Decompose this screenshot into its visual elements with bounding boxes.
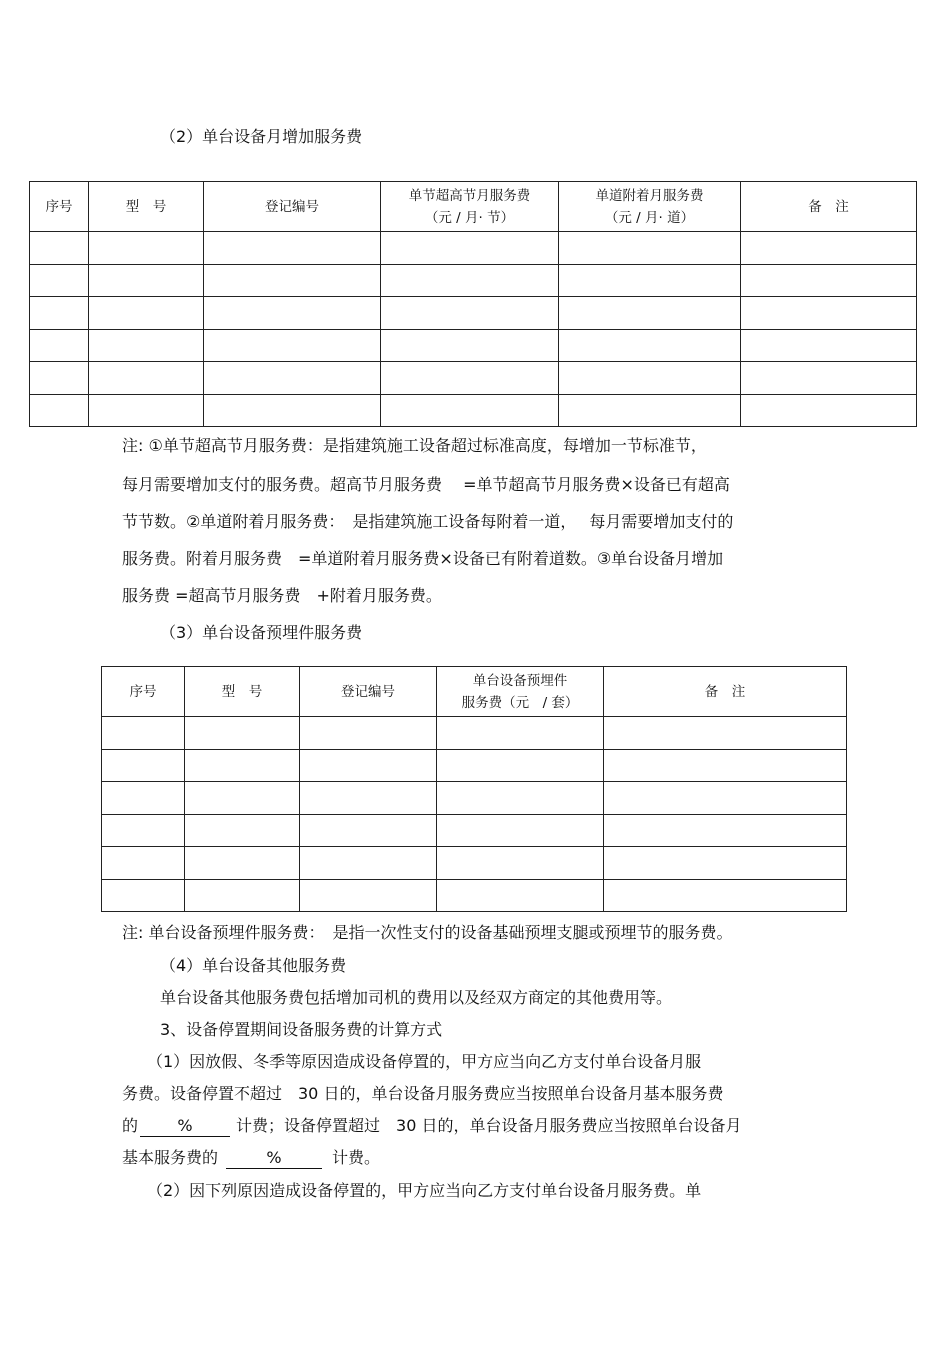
table-cell[interactable] <box>604 814 847 847</box>
header-registration-no: 登记编号 <box>300 667 437 717</box>
table-cell[interactable] <box>741 297 917 330</box>
table-row <box>30 264 917 297</box>
table-cell[interactable] <box>89 297 204 330</box>
table-cell[interactable] <box>559 264 741 297</box>
table-row <box>102 847 847 880</box>
note-line: 注: ①单节超高节月服务费：是指建筑施工设备超过标准高度，每增加一节标准节， <box>122 436 707 455</box>
section3-title: （3）单台设备预埋件服务费 <box>160 623 363 642</box>
monthly-increase-fee-table <box>29 181 917 427</box>
header-attachment-fee-line2: （元 / 月· 道） <box>604 209 695 226</box>
table-cell[interactable] <box>102 879 185 912</box>
table-row <box>30 297 917 330</box>
section2-title: （2）单台设备月增加服务费 <box>160 127 363 146</box>
table-cell[interactable] <box>381 232 559 265</box>
embedded-parts-fee-table <box>101 666 847 912</box>
section3-note: 注: 单台设备预埋件服务费： 是指一次性支付的设备基础预埋支腿或预埋节的服务费。 <box>122 923 733 942</box>
table-cell[interactable] <box>741 264 917 297</box>
table-cell[interactable] <box>30 329 89 362</box>
note-line: 服务费 =超高节月服务费 +附着月服务费。 <box>122 586 442 605</box>
header-model: 型 号 <box>185 667 300 717</box>
clause3-paragraph1-line2: 务费。设备停置不超过 30 日的，单台设备月服务费应当按照单台设备月基本服务费 <box>122 1084 724 1103</box>
header-model: 型 号 <box>89 182 204 232</box>
table-cell[interactable] <box>437 782 604 815</box>
clause3-paragraph1-line4 <box>122 1148 380 1169</box>
table-cell[interactable] <box>741 232 917 265</box>
table-cell[interactable] <box>102 749 185 782</box>
table-cell[interactable] <box>89 232 204 265</box>
table-cell[interactable] <box>204 232 381 265</box>
table-cell[interactable] <box>559 394 741 427</box>
clause3-paragraph2-line1: （2）因下列原因造成设备停置的，甲方应当向乙方支付单台设备月服务费。单 <box>147 1181 702 1200</box>
clause3-paragraph1-line1: （1）因放假、冬季等原因造成设备停置的，甲方应当向乙方支付单台设备月服 <box>147 1052 702 1071</box>
table-cell[interactable] <box>30 264 89 297</box>
header-registration-no: 登记编号 <box>204 182 381 232</box>
table-cell[interactable] <box>300 814 437 847</box>
table-cell[interactable] <box>185 782 300 815</box>
table-cell[interactable] <box>185 879 300 912</box>
header-extra-section-fee-line1: 单节超高节月服务费 <box>408 187 531 204</box>
table-cell[interactable] <box>300 782 437 815</box>
header-extra-section-fee <box>381 182 559 232</box>
table-cell[interactable] <box>102 782 185 815</box>
table-cell[interactable] <box>437 847 604 880</box>
note-line: 服务费。附着月服务费 =单道附着月服务费×设备已有附着道数。③单台设备月增加 <box>122 549 724 568</box>
table-row <box>102 782 847 815</box>
table-cell[interactable] <box>300 717 437 750</box>
table-cell[interactable] <box>381 329 559 362</box>
table-cell[interactable] <box>604 749 847 782</box>
table-cell[interactable] <box>381 297 559 330</box>
table-row <box>30 362 917 395</box>
header-embedded-fee-line2: 服务费（元 / 套） <box>461 694 579 711</box>
table-cell[interactable] <box>559 297 741 330</box>
text: 基本服务费的 <box>122 1148 219 1167</box>
table-cell[interactable] <box>437 879 604 912</box>
header-extra-section-fee-line2: （元 / 月· 节） <box>424 209 515 226</box>
header-attachment-fee-line1: 单道附着月服务费 <box>595 187 704 204</box>
table-cell[interactable] <box>89 362 204 395</box>
table-cell[interactable] <box>381 394 559 427</box>
table-cell[interactable] <box>89 264 204 297</box>
table-cell[interactable] <box>185 814 300 847</box>
table-cell[interactable] <box>102 847 185 880</box>
table-cell[interactable] <box>185 749 300 782</box>
table-cell[interactable] <box>30 232 89 265</box>
text: 计费；设备停置超过 30 日的，单台设备月服务费应当按照单台设备月 <box>236 1116 742 1135</box>
table-cell[interactable] <box>559 362 741 395</box>
table-cell[interactable] <box>741 394 917 427</box>
table-cell[interactable] <box>381 264 559 297</box>
table-row <box>30 394 917 427</box>
table-cell[interactable] <box>30 297 89 330</box>
section4-title: （4）单台设备其他服务费 <box>160 956 347 975</box>
table-cell[interactable] <box>300 749 437 782</box>
table-cell[interactable] <box>741 329 917 362</box>
header-remarks: 备 注 <box>741 182 917 232</box>
table-cell[interactable] <box>204 362 381 395</box>
table-cell[interactable] <box>559 329 741 362</box>
clause3-paragraph1-line3 <box>122 1116 741 1137</box>
table-cell[interactable] <box>604 717 847 750</box>
table-row <box>102 749 847 782</box>
table-cell[interactable] <box>437 749 604 782</box>
table-cell[interactable] <box>30 394 89 427</box>
table-cell[interactable] <box>381 362 559 395</box>
header-embedded-fee <box>437 667 604 717</box>
table-cell[interactable] <box>204 264 381 297</box>
table-cell[interactable] <box>185 717 300 750</box>
table-row <box>30 329 917 362</box>
table-cell[interactable] <box>30 362 89 395</box>
note-line: 节节数。②单道附着月服务费： 是指建筑施工设备每附着一道， 每月需要增加支付的 <box>122 512 734 531</box>
table-cell[interactable] <box>102 717 185 750</box>
table-row <box>102 879 847 912</box>
percent-blank-field[interactable]: % <box>140 1116 230 1137</box>
text: 的 <box>122 1116 139 1135</box>
header-serial: 序号 <box>30 182 89 232</box>
table-row <box>102 814 847 847</box>
percent-blank-field[interactable]: % <box>226 1148 322 1169</box>
table-row <box>102 717 847 750</box>
table-cell[interactable] <box>741 362 917 395</box>
table-cell[interactable] <box>604 879 847 912</box>
table-cell[interactable] <box>437 814 604 847</box>
table-cell[interactable] <box>300 879 437 912</box>
table-cell[interactable] <box>89 394 204 427</box>
table-cell[interactable] <box>102 814 185 847</box>
table-cell[interactable] <box>89 329 204 362</box>
header-embedded-fee-line1: 单台设备预埋件 <box>472 672 568 689</box>
clause3-title: 3、设备停置期间设备服务费的计算方式 <box>160 1020 443 1039</box>
header-serial: 序号 <box>102 667 185 717</box>
table-cell[interactable] <box>559 232 741 265</box>
header-attachment-fee <box>559 182 741 232</box>
table-cell[interactable] <box>604 782 847 815</box>
header-remarks: 备 注 <box>604 667 847 717</box>
table-row <box>30 232 917 265</box>
section4-body: 单台设备其他服务费包括增加司机的费用以及经双方商定的其他费用等。 <box>160 988 673 1007</box>
table-cell[interactable] <box>185 847 300 880</box>
table-cell[interactable] <box>204 297 381 330</box>
note-line: 每月需要增加支付的服务费。超高节月服务费 =单节超高节月服务费×设备已有超高 <box>122 475 730 494</box>
table-cell[interactable] <box>437 717 604 750</box>
table-cell[interactable] <box>204 394 381 427</box>
table-cell[interactable] <box>604 847 847 880</box>
table-cell[interactable] <box>204 329 381 362</box>
table-cell[interactable] <box>300 847 437 880</box>
text: 计费。 <box>332 1148 381 1167</box>
